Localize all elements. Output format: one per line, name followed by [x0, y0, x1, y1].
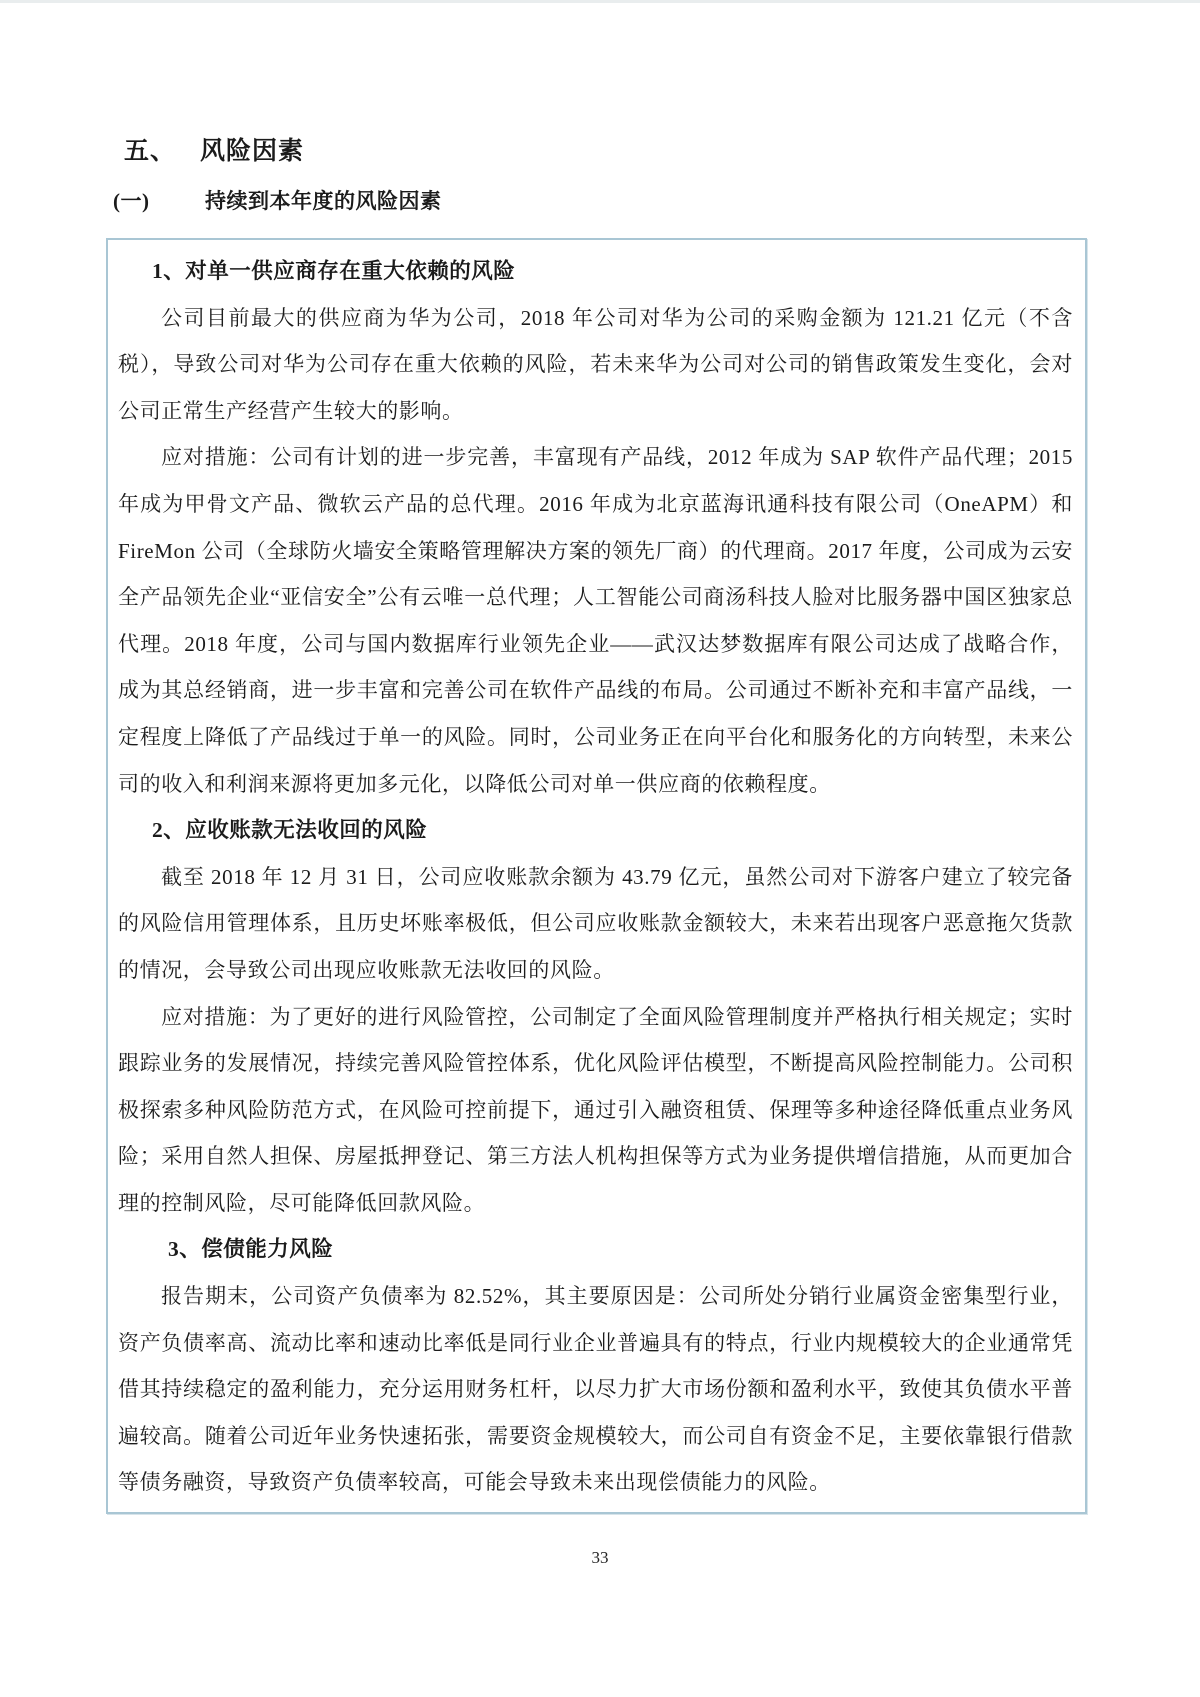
risk-item-paragraph: 应对措施：为了更好的进行风险管控，公司制定了全面风险管理制度并严格执行相关规定；实时跟踪业务的发展情况，持续完善风险管控体系，优化风险评估模型，不断提高风险控制能力。公司积极探索多种风险防范方式，在风险可控前提下，通过引入融资租赁、保理等多种途径降低重点业务风险；采用自然人担保、房屋抵押登记、第三方法人机构担保等方式为业务提供增信措施，从而更加合理的控制风险，尽可能降低回款风险。 — [118, 1004, 1073, 1215]
risk-item — [118, 807, 1073, 1226]
section-title: 风险因素 — [200, 138, 305, 165]
risk-item-heading: 2、应收账款无法收回的风险 — [152, 818, 428, 843]
section-number: 五、 — [124, 138, 177, 165]
risk-item-paragraph: 公司目前最大的供应商为华为公司，2018 年公司对华为公司的采购金额为 121.21 亿元（不含税），导致公司对华为公司存在重大依赖的风险，若未来华为公司对公司的销售政策发生变化，会对公司正常生产经营产生较大的影响。 — [118, 305, 1073, 423]
risk-item — [118, 1226, 1073, 1506]
risk-item — [118, 248, 1073, 807]
risk-item-heading: 1、对单一供应商存在重大依赖的风险 — [152, 259, 516, 283]
section-heading — [124, 131, 304, 167]
scan-edge — [0, 0, 1200, 3]
subsection-title: 持续到本年度的风险因素 — [205, 189, 442, 213]
risk-item-paragraph: 截至 2018 年 12 月 31 日，公司应收账款余额为 43.79 亿元，虽然公司对下游客户建立了较完备的风险信用管理体系，且历史坏账率极低，但公司应收账款金额较大，未来若出现客户恶意拖欠货款的情况，会导致公司出现应收账款无法收回的风险。 — [118, 864, 1073, 982]
risk-item-paragraph: 报告期末，公司资产负债率为 82.52%，其主要原因是：公司所处分销行业属资金密集型行业，资产负债率高、流动比率和速动比率低是同行业企业普遍具有的特点，行业内规模较大的企业通常凭借其持续稳定的盈利能力，充分运用财务杠杆，以尽力扩大市场份额和盈利水平，致使其负债水平普遍较高。随着公司近年业务快速拓张，需要资金规模较大，而公司自有资金不足，主要依靠银行借款等债务融资，导致资产负债率较高，可能会导致未来出现偿债能力的风险。 — [118, 1284, 1073, 1495]
page-number: 33 — [591, 1548, 609, 1567]
risk-item-paragraph: 应对措施：公司有计划的进一步完善，丰富现有产品线，2012 年成为 SAP 软件产品代理；2015 年成为甲骨文产品、微软云产品的总代理。2016 年成为北京蓝海讯通科技有限公司（OneAPM）和 FireMon 公司（全球防火墙安全策略管理解决方案的领先厂商）的代理商。2017 年度，公司成为云安全产品领先企业“亚信安全”公有云唯一总代理；人工智能公司商汤科技人脸对比服务器中国区独家总代理。2018 年度，公司与国内数据库行业领先企业——武汉达梦数据库有限公司达成了战略合作，成为其总经销商，进一步丰富和完善公司在软件产品线的布局。公司通过不断补充和丰富产品线，一定程度上降低了产品线过于单一的风险。同时，公司业务正在向平台化和服务化的方向转型，未来公司的收入和利润来源将更加多元化，以降低公司对单一供应商的依赖程度。 — [118, 445, 1073, 796]
subsection-heading — [113, 185, 442, 215]
subsection-number: (一) — [113, 189, 150, 213]
risk-item-heading: 3、偿债能力风险 — [168, 1237, 334, 1262]
risk-factors-box — [106, 238, 1087, 1514]
